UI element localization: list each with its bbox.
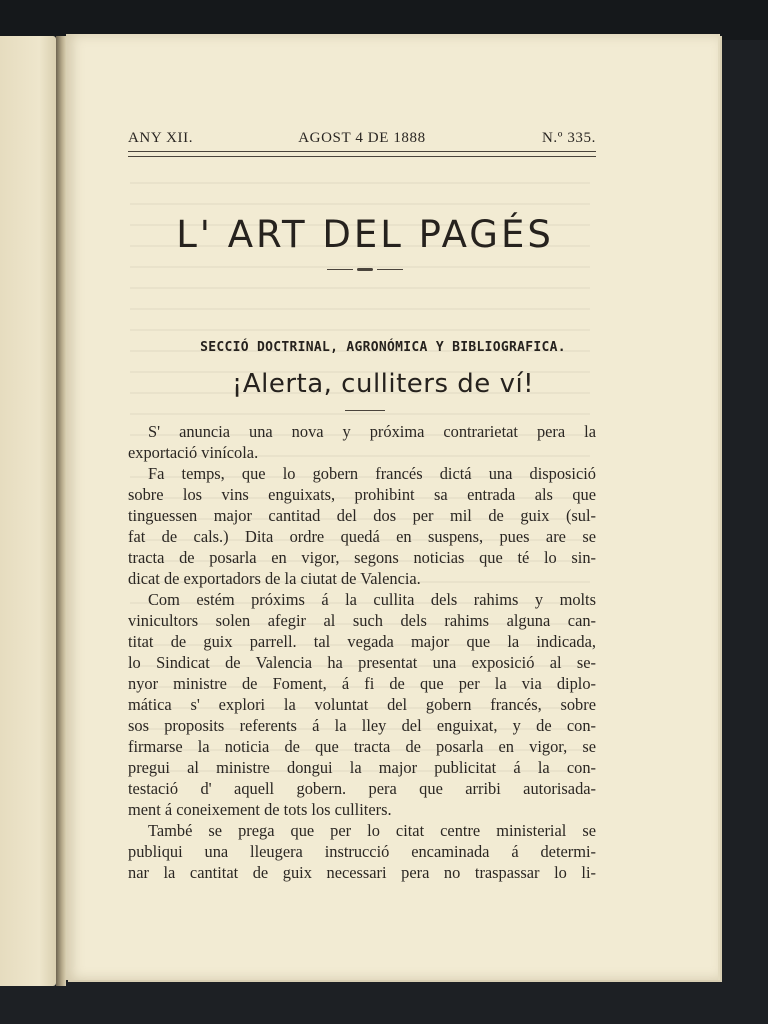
masthead-ornament	[327, 268, 403, 272]
body-line: També se prega que per lo citat centre ministerial se	[148, 821, 596, 840]
body-line: S' anuncia una nova y próxima contrarietat pera la	[148, 422, 596, 441]
body-line: firmarse la noticia de que tracta de posarla en vigor, se	[128, 737, 596, 756]
body-line: testació d' aquell gobern. pera que arribi autorisada-	[128, 779, 596, 798]
title-rule	[345, 410, 385, 411]
body-line: sos proposits referents á la lley del enguixat, y de con-	[128, 716, 596, 735]
issue-date: AGOST 4 DE 1888	[298, 130, 426, 146]
publication-masthead: L' ART DEL PAGÉS	[176, 213, 554, 256]
article-body	[128, 421, 596, 883]
issue-number: N.º 335.	[541, 130, 596, 146]
body-line: publiqui una lleugera instrucció encaminada á determi-	[128, 842, 596, 861]
body-line: tinguessen major cantitad del dos per mil de guix (sul-	[128, 506, 596, 525]
body-line: nar la cantitat de guix necessari pera no traspassar lo li-	[128, 863, 596, 882]
body-line: lo Sindicat de Valencia ha presentat una exposició al se-	[128, 653, 596, 672]
section-heading: SECCIÓ DOCTRINAL, AGRONÓMICA Y BIBLIOGRAFICA.	[200, 340, 566, 355]
body-line: Com estém próxims á la cullita dels rahims y molts	[148, 590, 596, 609]
article-title: ¡Alerta, culliters de ví!	[231, 369, 535, 399]
body-line: vinicultors solen afegir al such dels rahims alguna can-	[128, 611, 596, 630]
body-line: Fa temps, que lo gobern francés dictá una disposició	[148, 464, 596, 483]
body-line: nyor ministre de Foment, á fi de que per la via diplo-	[128, 674, 596, 693]
body-line: exportació vinícola.	[128, 443, 259, 462]
body-line: dicat de exportadors de la ciutat de Valencia.	[128, 569, 421, 588]
volume-number: ANY XII.	[128, 130, 194, 146]
header-double-rule	[128, 151, 596, 157]
body-line: ment á coneixement de tots los culliters.	[128, 800, 392, 819]
body-line: sobre los vins enguixats, prohibint sa entrada als que	[128, 485, 596, 504]
body-line: fat de cals.) Dita ordre quedá en suspens, pues are se	[128, 527, 596, 546]
book-gutter	[56, 36, 66, 986]
body-line: mática s' explori la voluntat del gobern francés, sobre	[128, 695, 596, 714]
body-line: pregui al ministre dongui la major publicitat á la con-	[128, 758, 596, 777]
body-line: titat de guix parrell. tal vegada major que la indicada,	[128, 632, 596, 651]
facing-page-edge	[0, 36, 56, 986]
running-head	[128, 128, 596, 152]
body-line: tracta de posarla en vigor, segons noticias que té lo sin-	[128, 548, 596, 567]
